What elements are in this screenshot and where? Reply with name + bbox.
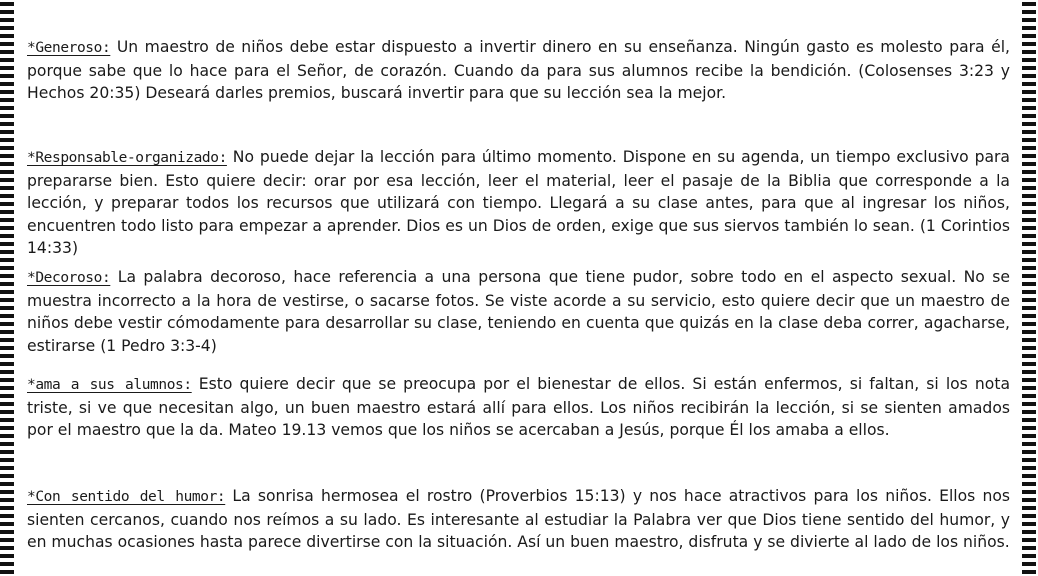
section-heading: *Responsable-organizado: [27, 150, 227, 166]
section-text: No puede dejar la lección para último momento. Dispone en su agenda, un tiempo exclusivo para prepararse bien. Esto quiere decir: orar por esa lección, leer el material, leer el pasaje de la Biblia que corresponde a la lección, y preparar todos los recursos que utilizará con tiempo. Llegará a su clase antes, para que al ingresar los niños, encuentren todo listo para empezar a aprender. Dios es un Dios de orden, exige que sus siervos también lo sean. (1 Corintios 14:33) [27, 148, 1010, 257]
section-text: Esto quiere decir que se preocupa por el bienestar de ellos. Si están enfermos, si faltan, si los nota triste, si ve que necesitan algo, un buen maestro estará allí para ellos. Los niños recibirán la lección, si se sienten amados por el maestro que la da. Mateo 19.13 vemos que los niños se acercaban a Jesús, porque Él los amaba a ellos. [27, 375, 1010, 439]
section-responsable [27, 146, 1010, 260]
section-heading: *Con sentido del humor: [27, 489, 226, 505]
section-text: La sonrisa hermosea el rostro (Proverbios 15:13) y nos hace atractivos para los niños. Ellos nos sienten cercanos, cuando nos reímos a su lado. Es interesante al estudiar la Palabra ver que Dios tiene sentido del humor, y en muchas ocasiones hasta parece divertirse con la situación. Así un buen maestro, disfruta y se divierte al lado de los niños. [27, 487, 1010, 551]
section-heading: *Decoroso: [27, 270, 111, 286]
section-generoso [27, 36, 1010, 105]
document-page [27, 0, 1010, 576]
section-decoroso [27, 266, 1010, 357]
section-heading: *Generoso: [27, 40, 111, 56]
section-heading: *ama a sus alumnos: [27, 377, 192, 393]
section-text: La palabra decoroso, hace referencia a una persona que tiene pudor, sobre todo en el aspecto sexual. No se muestra incorrecto a la hora de vestirse, o sacarse fotos. Se viste acorde a su servicio, esto quiere decir que un maestro de niños debe vestir cómodamente para desarrollar su clase, teniendo en cuenta que quizás en la clase deba correr, agacharse, estirarse (1 Pedro 3:3-4) [27, 268, 1010, 355]
left-dashed-border [0, 0, 14, 576]
section-text: Un maestro de niños debe estar dispuesto a invertir dinero en su enseñanza. Ningún gasto es molesto para él, porque sabe que lo hace para el Señor, de corazón. Cuando da para sus alumnos recibe la bendición. (Colosenses 3:23 y Hechos 20:35) Deseará darles premios, buscará invertir para que su lección sea la mejor. [27, 38, 1010, 102]
right-dashed-border [1022, 0, 1036, 576]
section-ama-alumnos [27, 373, 1010, 442]
section-sentido-humor [27, 485, 1010, 554]
